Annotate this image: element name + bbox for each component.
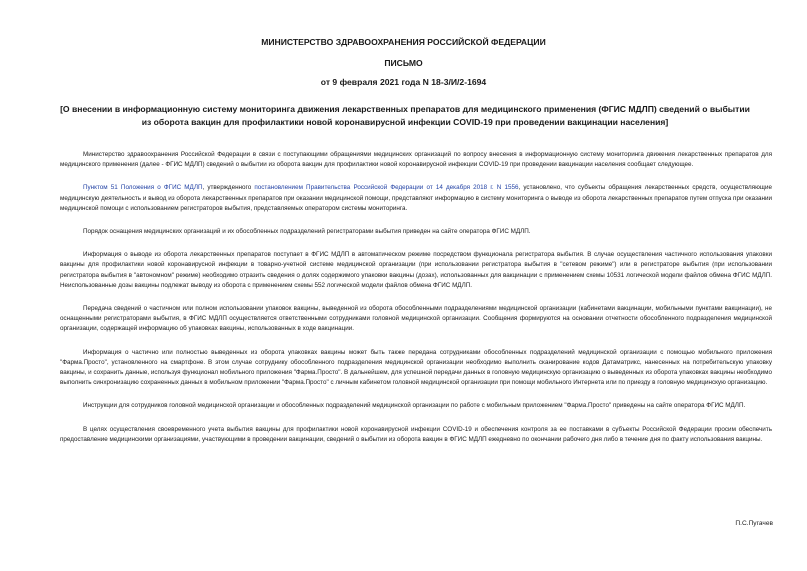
link-regulation-point-51[interactable]: Пунктом 51 Положения о ФГИС МДЛП (83, 184, 203, 192)
paragraph-2 (60, 183, 772, 214)
document-type: ПИСЬМО (384, 58, 423, 68)
paragraph-2-mid: , утвержденного (202, 184, 255, 192)
paragraph-2-rest: , установлено, что субъекты обращения лекарственных средств, осуществляющие медицинскую деятельность и вывод из оборота лекарственных препаратов при оказании медицинской помощи, представляют информацию в систему мониторинга о выводе из оборота лекарственных препаратов путем отпуска при оказании медицинской помощи с использованием регистраторов выбытия, представляемых оператором системы мониторинга. (60, 184, 772, 212)
document-date-number: от 9 февраля 2021 года N 18-3/И/2-1694 (320, 77, 487, 87)
paragraph-1: Министерство здравоохранения Российской Федерации в связи с поступающими обращениями медицинских организаций по вопросу внесения в информационную систему мониторинга движения лекарственных препаратов для медицинского применения (далее - ФГИС МДЛП) сведений о выбытии из оборота вакцин для профилактики новой коронавирусной инфекции COVID-19 при проведении вакцинации населения сообщает следующее. (60, 151, 772, 169)
link-government-decree-1556[interactable]: постановлением Правительства Российской Федерации от 14 декабря 2018 г. N 1556 (254, 184, 519, 192)
paragraph-6: Информация о частично или полностью выведенных из оборота упаковках вакцины может быть также передана сотрудниками обособленных подразделений медицинской организации с помощью мобильного приложения "Фарма.Просто", установленного на смартфоне. В этом случае сотруднику обособленного подразделения медицинской организации необходимо выполнить сканирование кодов Датаматрикс, нанесенных на потребительскую упаковку вакцины, и сохранить данные, используя функционал мобильного приложения "Фарма.Просто". В дальнейшем, для успешной передачи данных в головную медицинскую организацию о выведенных из оборота упаковках вакцины необходимо выполнить синхронизацию сохраненных данных в мобильном приложении "Фарма.Просто" с личным кабинетом головной медицинской организации при помощи мобильного Интернета или по приезду в головную медицинскую организацию. (60, 348, 772, 387)
paragraph-5: Передача сведений о частичном или полном использовании упаковок вакцины, выведенной из оборота обособленными подразделениями медицинской организации (кабинетами вакцинации, мобильными пунктами вакцинации), не оснащенными регистраторами выбытия, в ФГИС МДЛП осуществляется ответственными сотрудниками головной медицинской организации. Сообщения формируются на основании отчетности обособленного подразделения медицинской организации, содержащей информацию об упаковках вакцины, использованных в ходе вакцинации. (60, 305, 772, 333)
paragraph-4: Информация о выводе из оборота лекарственных препаратов поступает в ФГИС МДЛП в автоматическом режиме посредством функционала регистратора выбытия. В случае осуществления частичного использования упаковки вакцины для профилактики новой коронавирусной инфекции в товарно-учетной системе медицинской организации (при использовании регистратора выбытия в "сетевом режиме") или в регистраторе выбытия (при использовании регистратора выбытия в "автономном" режиме) необходимо отразить сведения о долях содержимого упаковки вакцины (дозах), использованных для вакцинации с применением схемы 10531 логической модели файлов обмена ФГИС МДЛП. Неиспользованные дозы вакцины подлежат выводу из оборота с применением схемы 552 логической модели файлов обмена ФГИС МДЛП. (60, 251, 772, 289)
paragraph-7: Инструкции для сотрудников головной медицинской организации и обособленных подразделений медицинской организации по работе с мобильным приложением "Фарма.Просто" приведены на сайте оператора ФГИС МДЛП. (83, 402, 746, 410)
signature: П.С.Пугачев (735, 520, 773, 527)
document-body (60, 150, 772, 458)
paragraph-8: В целях осуществления своевременного учета выбытия вакцины для профилактики новой коронавирусной инфекции COVID-19 и обеспечения контроля за ее поставками в субъекты Российской Федерации просим обеспечить предоставление медицинскими организациями, участвующими в проведении вакцинации, сведений о выбытии из оборота вакцин в ФГИС МДЛП ежедневно по окончании рабочего дня либо в течение дня по факту использования вакцины. (60, 425, 772, 443)
paragraph-3: Порядок оснащения медицинских организаций и их обособленных подразделений регистраторами выбытия приведен на сайте оператора ФГИС МДЛП. (83, 228, 531, 236)
document-subject: [О внесении в информационную систему мониторинга движения лекарственных препаратов для медицинского применения (ФГИС МДЛП) сведений о выбытии из оборота вакцин для профилактики новой коронавирусной инфекции COVID-19 при проведении вакцинации населения] (60, 104, 750, 127)
ministry-heading: МИНИСТЕРСТВО ЗДРАВООХРАНЕНИЯ РОССИЙСКОЙ ФЕДЕРАЦИИ (261, 37, 546, 47)
